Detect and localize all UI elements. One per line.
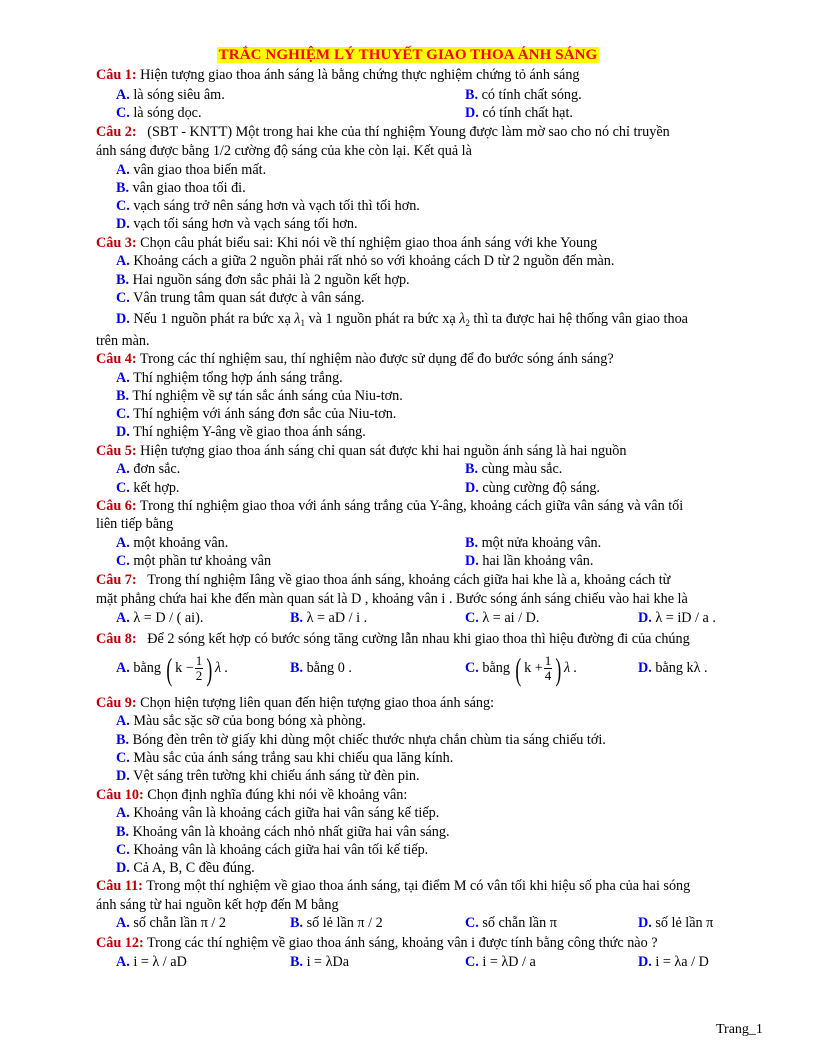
option-11a[interactable] [116,914,226,932]
option-text: Vệt sáng trên tường khi chiếu ánh sáng từ đèn pin. [133,768,420,784]
option-12a[interactable] [116,953,187,971]
question-10 [96,786,407,804]
question-label: Câu 7: [96,572,137,588]
option-text: số chẵn lần π [482,915,557,931]
question-11-cont: ánh sáng từ hai nguồn kết hợp đến M bằng [96,897,339,913]
option-2c[interactable] [116,197,420,215]
option-text: số chẵn lần π / 2 [133,915,227,931]
option-9d[interactable] [116,767,420,785]
option-text: Thí nghiệm tổng hợp ánh sáng trắng. [133,370,343,386]
option-key: B. [116,732,130,748]
option-7a[interactable] [116,609,203,627]
question-2-cont: ánh sáng được bằng 1/2 cường độ sáng của khe còn lại. Kết quả là [96,143,472,159]
question-7-cont: mặt phẳng chứa hai khe đến màn quan sát là D , khoảng vân i . Bước sóng ánh sáng chiếu vào hai khe là [96,591,688,607]
option-8a[interactable] [116,648,228,688]
option-12c[interactable] [465,953,536,971]
option-text: Khoảng cách a giữa 2 nguồn phải rất nhỏ so với khoảng cách D từ 2 nguồn đến màn. [133,253,615,269]
option-4c[interactable] [116,405,396,423]
option-2b[interactable] [116,179,246,197]
subscript: 2 [465,318,470,328]
option-key: D. [116,216,130,232]
question-2 [96,123,670,141]
option-1b[interactable] [465,86,582,104]
option-text: có tính chất hạt. [482,105,573,121]
paren-open: ( [166,650,173,687]
option-text: λ = ai / D. [482,610,540,626]
question-label: Câu 3: [96,235,137,251]
option-7c[interactable] [465,609,539,627]
option-key: C. [116,198,130,214]
option-text: i = λD / a [482,954,536,970]
option-key: C. [465,915,479,931]
option-key: C. [465,660,479,676]
option-3c[interactable] [116,289,365,307]
option-3d-cont: trên màn. [96,333,150,349]
option-2d[interactable] [116,215,358,233]
option-key: B. [465,87,479,103]
option-text: bằng [133,660,161,676]
question-text: Trong một thí nghiệm về giao thoa ánh sáng, tại điểm M có vân tối khi hiệu số pha của hai sóng [146,878,691,894]
option-key: C. [465,610,479,626]
option-text: cùng cường độ sáng. [482,480,600,496]
option-1c[interactable] [116,104,202,122]
page-footer: Trang_1 [716,1022,763,1037]
question-text: Hiện tượng giao thoa ánh sáng là bằng chứng thực nghiệm chứng tỏ ánh sáng [140,67,580,83]
option-key: C. [116,290,130,306]
fraction [195,654,204,683]
option-key: A. [116,660,130,676]
option-1d[interactable] [465,104,573,122]
option-text: Màu sắc của ánh sáng trắng sau khi chiếu qua lăng kính. [133,750,454,766]
option-text: một nửa khoảng vân. [481,535,602,551]
option-4a[interactable] [116,369,343,387]
option-text: Khoảng vân là khoảng cách giữa hai vân tối kế tiếp. [133,842,429,858]
question-label: Câu 11: [96,878,143,894]
question-11 [96,877,690,895]
option-text: Thí nghiệm với ánh sáng đơn sắc của Niu-tơn. [133,406,397,422]
question-5 [96,442,626,460]
option-text: đơn sắc. [133,461,181,477]
fraction-denominator: 2 [195,668,203,684]
question-text: Trong các thí nghiệm về giao thoa ánh sáng, khoảng vân i được tính bằng công thức nào ? [147,935,658,951]
option-text: Thí nghiệm về sự tán sắc ánh sáng của Niu-tơn. [132,388,403,404]
option-key: C. [116,105,130,121]
question-9 [96,694,494,712]
page-title: TRẮC NGHIỆM LÝ THUYẾT GIAO THOA ÁNH SÁNG [218,47,598,63]
title-block [0,47,816,64]
option-key: D. [116,424,130,440]
option-key: A. [116,915,130,931]
option-10d[interactable] [116,859,255,877]
fraction [544,654,553,683]
option-5c[interactable] [116,479,179,497]
fraction-numerator: 1 [195,653,203,669]
question-6 [96,497,683,515]
option-3b[interactable] [116,271,410,289]
option-text: hai lần khoảng vân. [482,553,594,569]
option-6d[interactable] [465,552,593,570]
option-text: một khoảng vân. [133,535,229,551]
option-6b[interactable] [465,534,601,552]
option-text: Khoảng vân là khoảng cách nhỏ nhất giữa hai vân sáng. [132,824,450,840]
option-text: Khoảng vân là khoảng cách giữa hai vân sáng kế tiếp. [133,805,440,821]
option-text: Thí nghiệm Y-âng về giao thoa ánh sáng. [133,424,366,440]
option-text: i = λa / D [655,954,709,970]
paren-close: ) [206,650,213,687]
option-text: có tính chất sóng. [481,87,582,103]
option-key: B. [116,824,130,840]
option-key: B. [116,180,130,196]
option-text: vân giao thoa tối đi. [132,180,246,196]
option-11b[interactable] [290,914,383,932]
option-8c[interactable] [465,648,577,688]
option-text: vân giao thoa biến mất. [133,162,267,178]
option-text: Nếu 1 nguồn phát ra bức xạ [133,311,295,327]
option-key: D. [465,480,479,496]
option-7b[interactable] [290,609,367,627]
question-text: Trong thí nghiệm giao thoa với ánh sáng trắng của Y-âng, khoảng cách giữa vân sáng và vân tối [139,498,684,514]
question-label: Câu 10: [96,787,144,803]
option-key: A. [116,535,130,551]
question-6-cont: liên tiếp bằng [96,516,174,532]
question-label: Câu 9: [96,695,137,711]
option-key: A. [116,805,130,821]
option-text: là sóng siêu âm. [133,87,225,103]
option-text: i = λDa [306,954,350,970]
option-9a[interactable] [116,712,366,730]
option-key: A. [116,713,130,729]
lambda-symbol: λ [294,311,301,327]
option-key: C. [116,480,130,496]
option-text: số lẻ lần π [655,915,714,931]
option-9b[interactable] [116,731,606,749]
question-label: Câu 4: [96,351,137,367]
question-label: Câu 5: [96,443,137,459]
option-key: C. [465,954,479,970]
option-8d[interactable] [638,659,708,677]
option-text: Bóng đèn trên tờ giấy khi dùng một chiếc thước nhựa chắn chùm tia sáng chiếu tới. [132,732,606,748]
question-text: Chọn hiện tượng liên quan đến hiện tượng giao thoa ánh sáng: [140,695,495,711]
option-2a[interactable] [116,161,266,179]
option-11d[interactable] [638,914,713,932]
question-text: Trong các thí nghiệm sau, thí nghiệm nào được sử dụng để đo bước sóng ánh sáng? [139,351,614,367]
option-key: D. [465,553,479,569]
fraction-numerator: 1 [544,653,552,669]
lambda-symbol: λ . [563,660,578,676]
option-text: bằng kλ . [655,660,708,676]
fraction-denominator: 4 [544,668,552,684]
option-3d[interactable] [116,310,688,332]
subscript: 1 [300,318,305,328]
question-text: Hiện tượng giao thoa ánh sáng chỉ quan sát được khi hai nguồn ánh sáng là hai nguồn [140,443,627,459]
option-text: λ = D / ( ai). [133,610,204,626]
option-text: vạch sáng trở nên sáng hơn và vạch tối thì tối hơn. [133,198,420,214]
question-7 [96,571,670,589]
option-key: A. [116,162,130,178]
option-text: và 1 nguồn phát ra bức xạ [304,311,460,327]
option-key: D. [116,768,130,784]
question-label: Câu 2: [96,124,137,140]
question-text: Chọn câu phát biểu sai: Khi nói về thí nghiệm giao thoa ánh sáng với khe Young [140,235,598,251]
option-key: B. [290,660,304,676]
option-9c[interactable] [116,749,453,767]
option-text: Vân trung tâm quan sát được à vân sáng. [133,290,365,306]
option-text: kết hợp. [133,480,180,496]
question-text: (SBT - KNTT) Một trong hai khe của thí nghiệm Young được làm mờ sao cho nó chỉ truyền [147,124,670,140]
question-label: Câu 1: [96,67,137,83]
option-text: Màu sắc sặc sỡ của bong bóng xà phòng. [133,713,366,729]
question-text: Để 2 sóng kết hợp có bước sóng tăng cường lẫn nhau khi giao thoa thì hiệu đường đi của chúng [147,631,690,647]
option-key: D. [638,610,652,626]
option-text: bằng 0 . [306,660,352,676]
option-key: B. [290,610,304,626]
option-text: thì ta được hai hệ thống vân giao thoa [469,311,688,327]
option-text: vạch tối sáng hơn và vạch sáng tối hơn. [133,216,358,232]
option-key: D. [465,105,479,121]
option-text: λ = iD / a . [655,610,716,626]
option-6a[interactable] [116,534,228,552]
option-key: B. [465,535,479,551]
question-label: Câu 12: [96,935,144,951]
option-key: A. [116,610,130,626]
lambda-symbol: λ . [214,660,229,676]
option-3a[interactable] [116,252,614,270]
option-7d[interactable] [638,609,716,627]
option-8b[interactable] [290,659,352,677]
option-key: C. [116,406,130,422]
formula-prefix: k − [175,660,194,676]
option-text: bằng [482,660,510,676]
question-label: Câu 6: [96,498,137,514]
option-4b[interactable] [116,387,403,405]
option-12d[interactable] [638,953,709,971]
question-1 [96,66,580,84]
option-text: số lẻ lần π / 2 [306,915,383,931]
option-key: C. [116,553,130,569]
option-key: D. [638,660,652,676]
option-key: B. [116,388,130,404]
option-10a[interactable] [116,804,439,822]
option-key: A. [116,954,130,970]
option-text: cùng màu sắc. [481,461,563,477]
option-4d[interactable] [116,423,366,441]
option-12b[interactable] [290,953,349,971]
question-4 [96,350,614,368]
paren-close: ) [555,650,562,687]
option-10c[interactable] [116,841,428,859]
option-text: i = λ / aD [133,954,187,970]
question-label: Câu 8: [96,631,137,647]
option-key: B. [290,915,304,931]
lambda-symbol: λ [459,311,466,327]
option-key: D. [116,860,130,876]
option-text: λ = aD / i . [306,610,368,626]
option-1a[interactable] [116,86,225,104]
option-key: D. [638,954,652,970]
option-key: A. [116,461,130,477]
option-key: D. [116,311,130,327]
paren-open: ( [515,650,522,687]
option-5a[interactable] [116,460,180,478]
option-5d[interactable] [465,479,600,497]
question-3 [96,234,597,252]
question-text: Trong thí nghiệm Iâng về giao thoa ánh sáng, khoảng cách giữa hai khe là a, khoảng cách từ [147,572,671,588]
option-key: A. [116,253,130,269]
question-text: Chọn định nghĩa đúng khi nói về khoảng vân: [147,787,408,803]
question-8 [96,630,690,648]
option-key: B. [116,272,130,288]
option-text: Cả A, B, C đều đúng. [133,860,255,876]
option-6c[interactable] [116,552,271,570]
option-5b[interactable] [465,460,562,478]
formula-prefix: k + [524,660,543,676]
question-12 [96,934,658,952]
option-key: A. [116,370,130,386]
option-10b[interactable] [116,823,450,841]
option-key: B. [465,461,479,477]
option-key: C. [116,750,130,766]
option-key: B. [290,954,304,970]
option-key: D. [638,915,652,931]
option-11c[interactable] [465,914,557,932]
option-text: Hai nguồn sáng đơn sắc phải là 2 nguồn kết hợp. [132,272,410,288]
option-text: là sóng dọc. [133,105,202,121]
option-text: một phần tư khoảng vân [133,553,272,569]
option-key: C. [116,842,130,858]
option-key: A. [116,87,130,103]
